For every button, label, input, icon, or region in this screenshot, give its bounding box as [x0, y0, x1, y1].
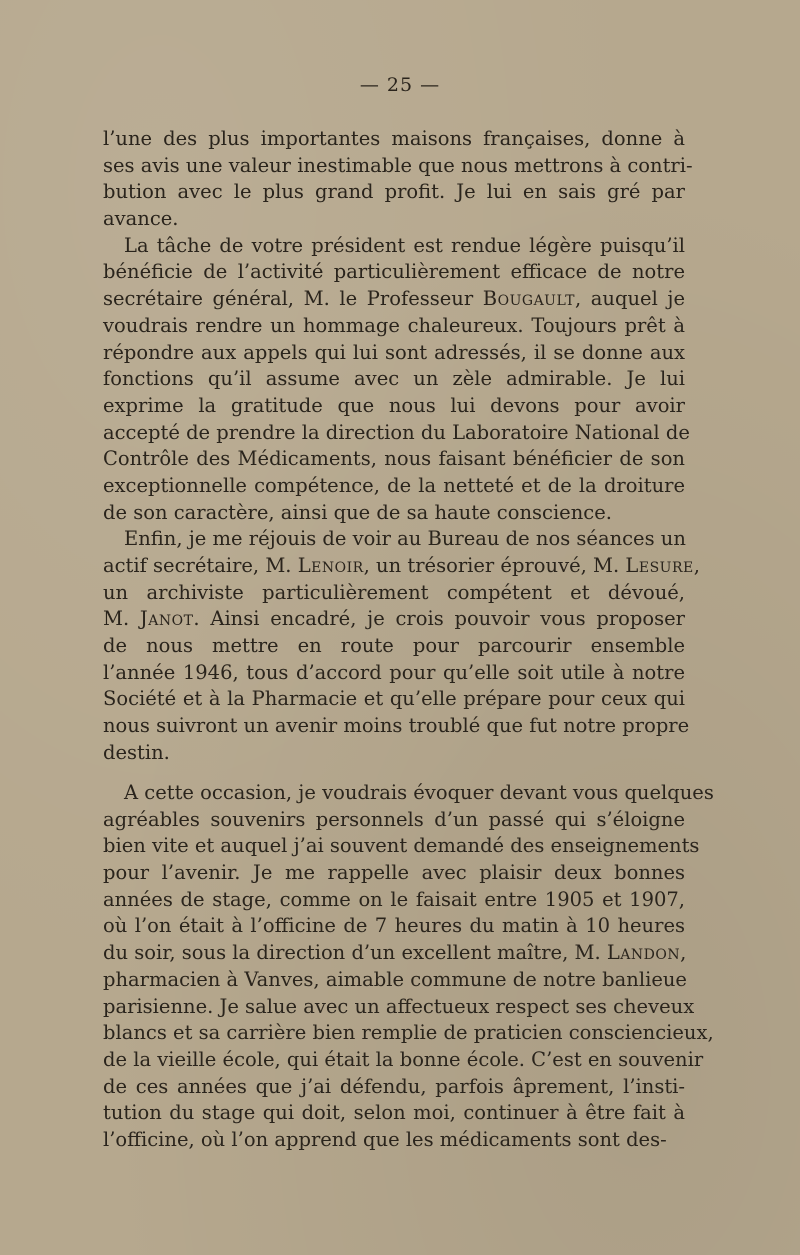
text-line: fonctions qu’il assume avec un zèle admirable. Je lui [103, 367, 685, 391]
text-line: l’une des plus importantes maisons françaises, donne à [103, 127, 685, 150]
text-line: de nous mettre en route pour parcourir ensemble [103, 634, 685, 658]
text-line: Société et à la Pharmacie et qu’elle prépare pour ceux qui [103, 687, 685, 711]
text-line: bien vite et auquel j’ai souvent demandé des enseignements [103, 834, 700, 858]
page-number: — 25 — [359, 74, 441, 96]
text-line: bution avec le plus grand profit. Je lui en sais gré par [103, 180, 685, 204]
text-line: La tâche de votre président est rendue légère puisqu’il [124, 233, 685, 257]
text-line: parisienne. Je salue avec un affectueux respect ses cheveux [103, 994, 695, 1018]
paragraph [103, 526, 700, 766]
text-line: bénéficie de l’activité particulièrement efficace de notre [103, 260, 685, 284]
text-line: l’année 1946, tous d’accord pour qu’elle soit utile à notre [103, 660, 685, 684]
text-line: Contrôle des Médicaments, nous faisant bénéficier de son [103, 447, 685, 471]
text-line: actif secrétaire, M. Lenoir, un trésorier éprouvé, M. Lesure, [103, 554, 700, 577]
text-line: de ces années que j’ai défendu, parfois âprement, l’insti- [103, 1074, 685, 1098]
text-line: répondre aux appels qui lui sont adressés, il se donne aux [103, 340, 685, 364]
text-line: agréables souvenirs personnels d’un passé qui s’éloigne [103, 807, 685, 831]
proper-name: Lenoir [297, 554, 364, 577]
proper-name: Bougault [482, 287, 575, 311]
text-line: tution du stage qui doit, selon moi, continuer à être fait à [103, 1101, 685, 1125]
text-line: voudrais rendre un hommage chaleureux. Toujours prêt à [103, 313, 685, 337]
text-line: ses avis une valeur inestimable que nous mettrons à contri- [103, 153, 693, 177]
text-line: l’officine, où l’on apprend que les médicaments sont des- [103, 1127, 667, 1151]
text-line: exprime la gratitude que nous lui devons pour avoir [103, 393, 685, 417]
text-line: destin. [103, 740, 170, 764]
text-line: accepté de prendre la direction du Laboratoire National de [103, 420, 690, 444]
text-line: de son caractère, ainsi que de sa haute conscience. [103, 500, 612, 524]
text-line: Enfin, je me réjouis de voir au Bureau de nos séances un [124, 527, 686, 551]
text-line: pharmacien à Vanves, aimable commune de notre banlieue [103, 967, 687, 991]
paragraph [103, 780, 714, 1154]
text-line: années de stage, comme on le faisait entre 1905 et 1907, [103, 887, 685, 911]
proper-name: Landon [606, 941, 681, 965]
text-line: pour l’avenir. Je me rappelle avec plaisir deux bonnes [103, 861, 685, 885]
text-block-top [103, 126, 700, 767]
paragraph [103, 126, 693, 233]
text-block-bottom [103, 780, 714, 1154]
text-line: M. Janot. Ainsi encadré, je crois pouvoir vous proposer [103, 607, 686, 631]
paragraph [103, 233, 690, 527]
proper-name: Janot [139, 607, 194, 631]
text-line: avance. [103, 207, 179, 231]
text-line: nous suivront un avenir moins troublé que fut notre propre [103, 714, 690, 738]
text-line: où l’on était à l’officine de 7 heures du matin à 10 heures [103, 914, 685, 938]
text-line: blancs et sa carrière bien remplie de praticien consciencieux, [103, 1021, 714, 1045]
text-line: un archiviste particulièrement compétent et dévoué, [103, 580, 685, 604]
text-line: secrétaire général, M. le Professeur Bougault, auquel je [103, 287, 685, 311]
text-line: de la vieille école, qui était la bonne école. C’est en souvenir [103, 1047, 704, 1071]
text-line: du soir, sous la direction d’un excellent maître, M. Landon, [103, 941, 687, 965]
text-line: A cette occasion, je voudrais évoquer devant vous quelques [124, 781, 714, 804]
text-line: exceptionnelle compétence, de la netteté et de la droiture [103, 473, 685, 497]
proper-name: Lesure [625, 554, 694, 577]
